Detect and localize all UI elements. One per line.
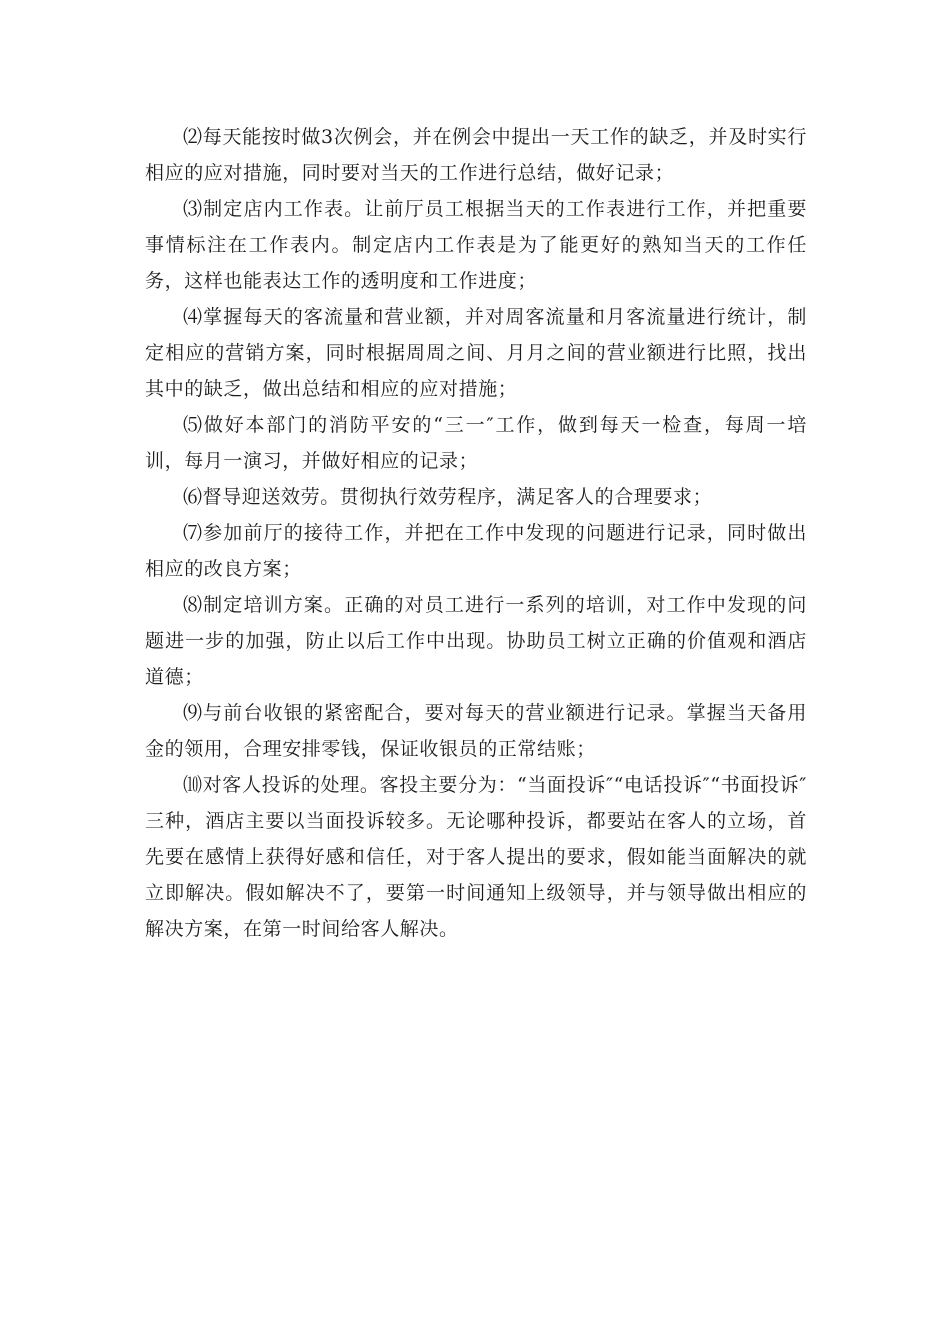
paragraph-2: ⑵每天能按时做3次例会，并在例会中提出一天工作的缺乏，并及时实行相应的应对措施，同时要对当天的工作进行总结，做好记录； <box>145 126 807 184</box>
paragraph-7: ⑺参加前厅的接待工作，并把在工作中发现的问题进行记录，同时做出相应的改良方案； <box>145 522 807 580</box>
paragraph-5: ⑸做好本部门的消防平安的“三一″工作，做到每天一检查，每周一培训，每月一演习，并做好相应的记录； <box>145 414 807 472</box>
document-body <box>145 119 807 947</box>
paragraph-10: ⑽对客人投诉的处理。客投主要分为：“当面投诉″“电话投诉″“书面投诉″三种，酒店主要以当面投诉较多。无论哪种投诉，都要站在客人的立场，首先要在感情上获得好感和信任，对于客人提出的要求，假如能当面解决的就立即解决。假如解决不了，要第一时间通知上级领导，并与领导做出相应的解决方案，在第一时间给客人解决。 <box>145 774 807 940</box>
paragraph-8: ⑻制定培训方案。正确的对员工进行一系列的培训，对工作中发现的问题进一步的加强，防止以后工作中出现。协助员工树立正确的价值观和酒店道德； <box>145 594 807 688</box>
paragraph-6: ⑹督导迎送效劳。贯彻执行效劳程序，满足客人的合理要求； <box>183 486 713 508</box>
paragraph-4: ⑷掌握每天的客流量和营业额，并对周客流量和月客流量进行统计，制定相应的营销方案，同时根据周周之间、月月之间的营业额进行比照，找出其中的缺乏，做出总结和相应的应对措施； <box>145 306 807 400</box>
paragraph-3: ⑶制定店内工作表。让前厅员工根据当天的工作表进行工作，并把重要事情标注在工作表内。制定店内工作表是为了能更好的熟知当天的工作任务，这样也能表达工作的透明度和工作进度； <box>145 198 807 292</box>
paragraph-9: ⑼与前台收银的紧密配合，要对每天的营业额进行记录。掌握当天备用金的领用，合理安排零钱，保证收银员的正常结账； <box>145 702 807 760</box>
